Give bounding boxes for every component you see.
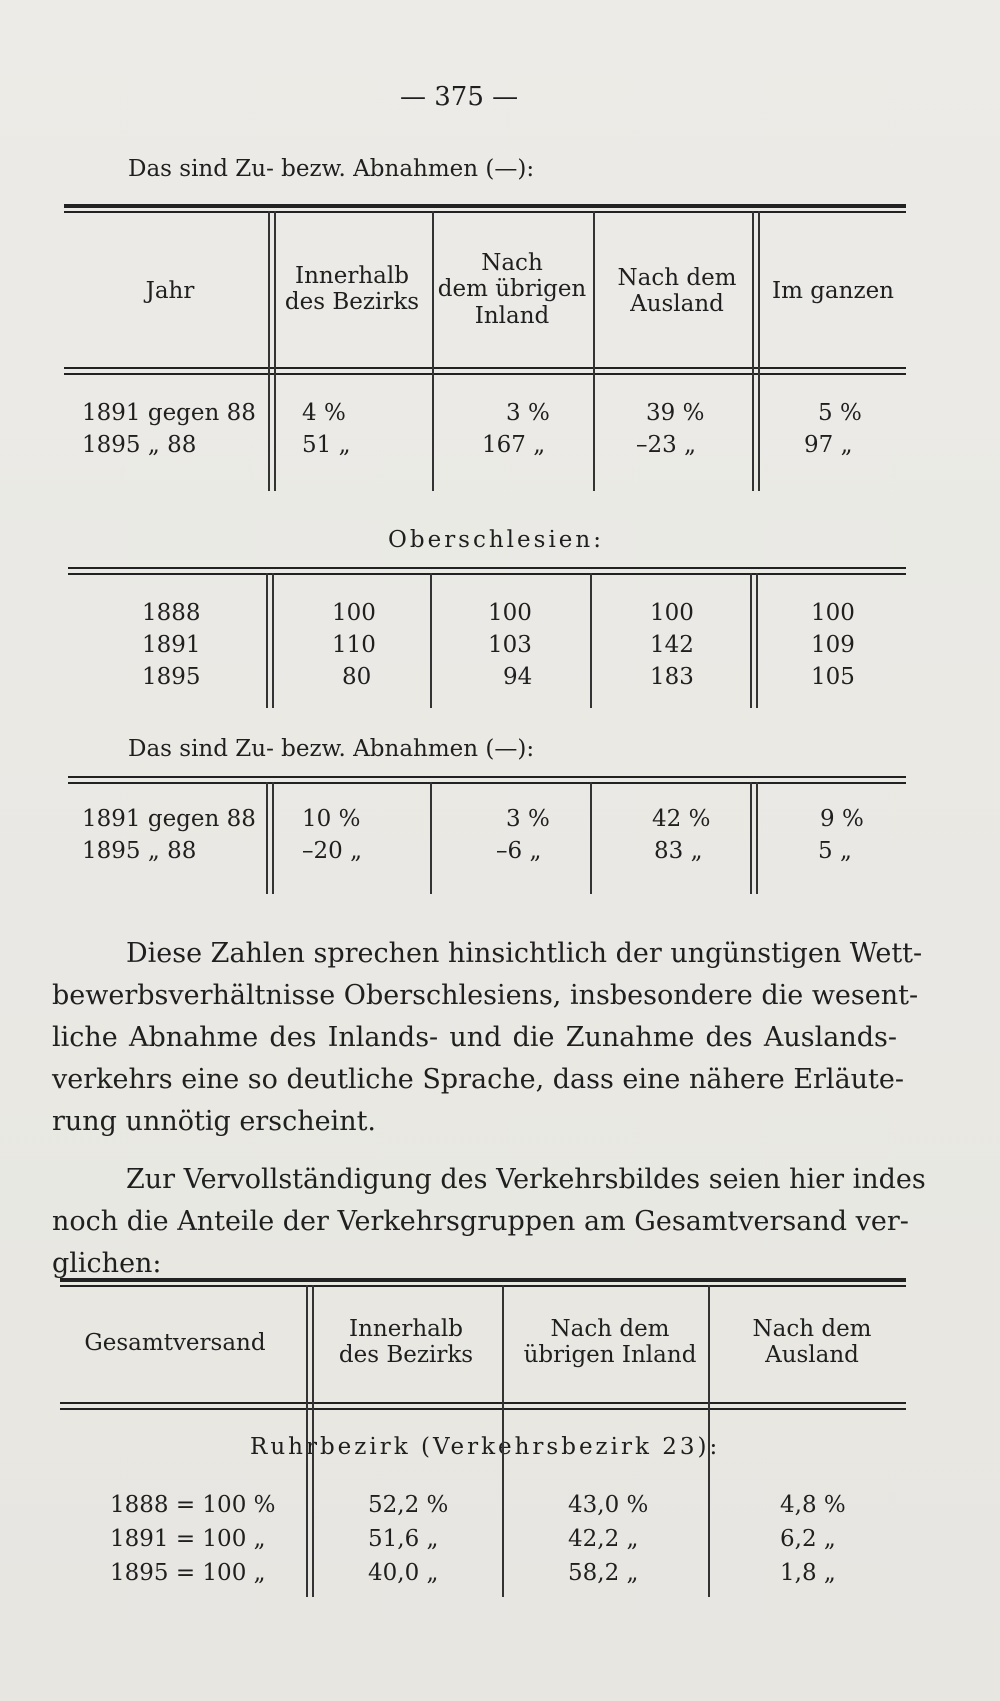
t4-vline-2 [502,1285,504,1597]
t4-vline-1b [312,1285,314,1597]
t1-vline-2 [432,211,434,491]
s1-r1-ganzen: 5 % [818,400,862,426]
t2-vline-1b [272,573,274,708]
s3-r1-inland: 3 % [506,806,550,832]
s3-r1-ganzen: 9 % [820,806,864,832]
t4-header-ausland-line1: Nach dem [752,1316,872,1342]
s1-r2-bezirk: 51 „ [302,432,351,458]
t2-vline-4 [750,573,752,708]
s3-r2-bezirk: –20 „ [302,838,362,864]
para1-line1: Diese Zahlen sprechen hinsichtlich der ungünstigen Wett- [126,938,923,969]
t1-vline-1 [268,211,270,491]
s2-r1-inland: 100 [488,600,532,626]
t4-r3-inland: 58,2 „ [568,1560,639,1586]
s2-r2-ausland: 142 [650,632,694,658]
t1-vline-3 [593,211,595,491]
t3-vline-1b [272,782,274,894]
t4-vline-3 [708,1285,710,1597]
table1-top-rule-2 [64,211,906,213]
t3-vline-3 [590,782,592,894]
t4-header-ausland [722,1316,902,1369]
t4-header-inland-line2: übrigen Inland [523,1342,697,1369]
t4-r2-ausland: 6,2 „ [780,1526,836,1552]
s2-r3-bezirk: 80 [342,664,372,690]
header-inland-line1: Nach [481,250,543,276]
t1-vline-1b [274,211,276,491]
header-ganzen: Im ganzen [772,278,894,304]
t4-r2-inland: 42,2 „ [568,1526,639,1552]
s3-r2-ganzen: 5 „ [818,838,852,864]
para1-line3: liche Abnahme des Inlands- und die Zunahme des Auslands- [52,1022,897,1053]
t2-vline-4b [756,573,758,708]
s2-r2-jahr: 1891 [142,632,201,658]
para2-line3: glichen: [52,1248,162,1279]
s2-r1-jahr: 1888 [142,600,201,626]
header-bezirk-line1: Innerhalb [295,263,409,289]
t4-subtitle: Ruhrbezirk (Verkehrsbezirk 23): [250,1434,721,1460]
t4-r3-gesamt: 1895 = 100 „ [110,1560,266,1586]
s3-r1-bezirk: 10 % [302,806,361,832]
s2-r2-inland: 103 [488,632,532,658]
table4-header-rule-2 [60,1408,906,1410]
section1-caption: Das sind Zu- bezw. Abnahmen (—): [128,156,535,182]
t4-r2-gesamt: 1891 = 100 „ [110,1526,266,1552]
t2-vline-3 [590,573,592,708]
s2-r3-jahr: 1895 [142,664,201,690]
t4-header-gesamt: Gesamtversand [84,1330,266,1356]
page-number: — 375 — [400,82,519,112]
para1-line2: bewerbsverhältnisse Oberschlesiens, insbesondere die wesent- [52,980,919,1011]
header-ausland-line2: Ausland [630,291,724,318]
s1-r2-inland: 167 „ [482,432,546,458]
para2-line1: Zur Vervollständigung des Verkehrsbildes seien hier indes [126,1164,926,1195]
table1-header-rule-2 [64,373,906,375]
table4-header-rule [60,1402,906,1404]
s1-r2-ganzen: 97 „ [804,432,853,458]
s2-r3-ganzen: 105 [811,664,855,690]
para2-line2: noch die Anteile der Verkehrsgruppen am Gesamtversand ver- [52,1206,909,1237]
t4-header-bezirk-line1: Innerhalb [349,1316,463,1342]
header-ausland-line1: Nach dem [617,265,737,291]
s3-r1-ausland: 42 % [652,806,711,832]
header-inland-line3: Inland [474,302,550,329]
s1-r1-bezirk: 4 % [302,400,346,426]
table3-top-rule [68,776,906,778]
t4-r1-bezirk: 52,2 % [368,1492,449,1518]
header-inland [432,250,592,329]
section3-caption: Das sind Zu- bezw. Abnahmen (—): [128,736,535,762]
table2-top-rule [68,567,906,569]
s2-r2-ganzen: 109 [811,632,855,658]
t2-vline-1 [266,573,268,708]
s3-r2-ausland: 83 „ [654,838,703,864]
s2-r1-ausland: 100 [650,600,694,626]
t4-r3-bezirk: 40,0 „ [368,1560,439,1586]
s2-r1-ganzen: 100 [811,600,855,626]
s2-r1-bezirk: 100 [332,600,376,626]
s1-r1-ausland: 39 % [646,400,705,426]
header-inland-line2: dem übrigen [437,276,587,303]
t1-vline-4b [758,211,760,491]
t3-vline-4b [756,782,758,894]
t4-r1-inland: 43,0 % [568,1492,649,1518]
t4-header-bezirk-line2: des Bezirks [338,1342,474,1369]
header-bezirk [272,263,432,316]
s1-r2-ausland: –23 „ [636,432,696,458]
s1-r1-jahr: 1891 gegen 88 [82,400,256,426]
t4-r2-bezirk: 51,6 „ [368,1526,439,1552]
t4-r3-ausland: 1,8 „ [780,1560,836,1586]
t3-vline-2 [430,782,432,894]
s3-r1-jahr: 1891 gegen 88 [82,806,256,832]
t3-vline-1 [266,782,268,894]
table1-header-rule [64,367,906,369]
header-jahr: Jahr [145,278,195,304]
table4-top-rule [60,1278,906,1282]
table4-top-rule-2 [60,1285,906,1287]
table3-top-rule-2 [68,782,906,784]
para1-line5: rung unnötig erscheint. [52,1106,377,1137]
t4-header-ausland-line2: Ausland [765,1342,859,1369]
t3-vline-4 [750,782,752,894]
t2-vline-2 [430,573,432,708]
table1-top-rule [64,204,906,208]
s3-r2-jahr: 1895 „ 88 [82,838,197,864]
s2-r3-ausland: 183 [650,664,694,690]
para1-line4: verkehrs eine so deutliche Sprache, dass eine nähere Erläute- [52,1064,905,1095]
s2-r3-inland: 94 [503,664,533,690]
t4-vline-1 [306,1285,308,1597]
table2-top-rule-2 [68,573,906,575]
s2-r2-bezirk: 110 [332,632,376,658]
s1-r2-jahr: 1895 „ 88 [82,432,197,458]
s3-r2-inland: –6 „ [496,838,542,864]
section2-title: Oberschlesien: [388,527,604,553]
header-bezirk-line2: des Bezirks [284,289,420,316]
t4-r1-gesamt: 1888 = 100 % [110,1492,276,1518]
t1-vline-4 [752,211,754,491]
t4-header-inland-line1: Nach dem [550,1316,670,1342]
t4-header-bezirk [316,1316,496,1369]
t4-r1-ausland: 4,8 % [780,1492,846,1518]
s1-r1-inland: 3 % [506,400,550,426]
t4-header-inland [510,1316,710,1369]
header-ausland [597,265,757,318]
